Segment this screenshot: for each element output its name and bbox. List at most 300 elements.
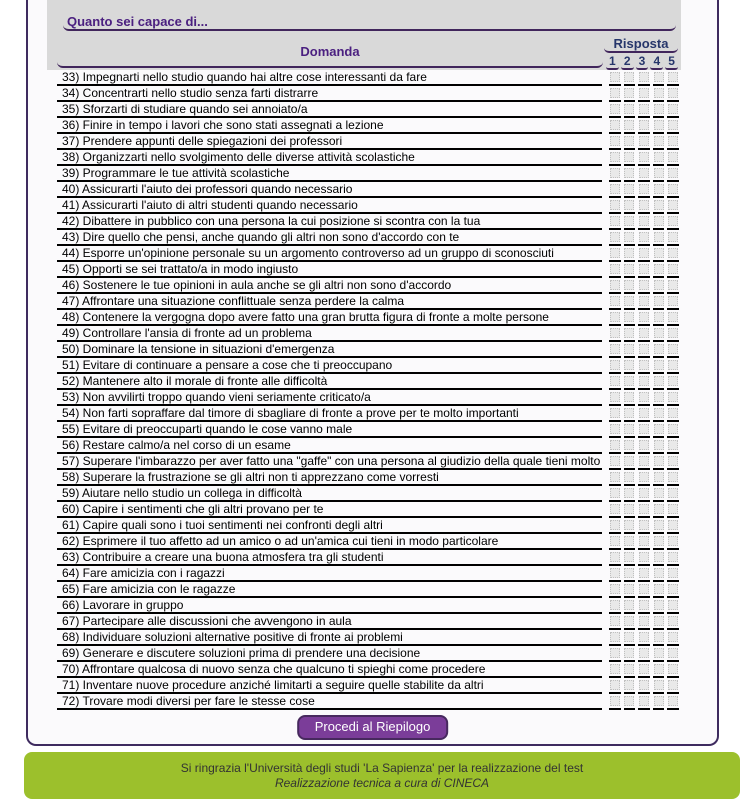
answer-radio-5[interactable]: [668, 328, 678, 338]
answer-cell-2[interactable]: [624, 358, 636, 374]
answer-cell-2[interactable]: [624, 70, 636, 86]
answer-radio-3[interactable]: [639, 88, 649, 98]
answer-radio-3[interactable]: [639, 584, 649, 594]
answer-cell-1[interactable]: [609, 550, 621, 566]
answer-cell-2[interactable]: [624, 134, 636, 150]
answer-cell-4[interactable]: [653, 246, 665, 262]
answer-radio-4[interactable]: [654, 344, 664, 354]
answer-radio-1[interactable]: [610, 472, 620, 482]
answer-cell-3[interactable]: [638, 422, 650, 438]
answer-radio-4[interactable]: [654, 504, 664, 514]
answer-radio-3[interactable]: [639, 392, 649, 402]
answer-cell-5[interactable]: [667, 70, 679, 86]
answer-radio-5[interactable]: [668, 520, 678, 530]
answer-radio-2[interactable]: [624, 152, 634, 162]
answer-cell-2[interactable]: [624, 166, 636, 182]
answer-cell-5[interactable]: [667, 86, 679, 102]
answer-cell-1[interactable]: [609, 86, 621, 102]
answer-cell-2[interactable]: [624, 566, 636, 582]
answer-cell-1[interactable]: [609, 374, 621, 390]
answer-cell-2[interactable]: [624, 390, 636, 406]
answer-cell-4[interactable]: [653, 582, 665, 598]
answer-cell-2[interactable]: [624, 646, 636, 662]
answer-radio-5[interactable]: [668, 168, 678, 178]
answer-cell-1[interactable]: [609, 230, 621, 246]
answer-radio-4[interactable]: [654, 520, 664, 530]
answer-radio-5[interactable]: [668, 72, 678, 82]
answer-radio-2[interactable]: [624, 104, 634, 114]
answer-radio-2[interactable]: [624, 184, 634, 194]
answer-radio-5[interactable]: [668, 200, 678, 210]
answer-radio-3[interactable]: [639, 328, 649, 338]
answer-cell-3[interactable]: [638, 694, 650, 710]
answer-radio-2[interactable]: [624, 232, 634, 242]
answer-cell-1[interactable]: [609, 614, 621, 630]
answer-radio-5[interactable]: [668, 568, 678, 578]
answer-radio-4[interactable]: [654, 440, 664, 450]
answer-cell-2[interactable]: [624, 502, 636, 518]
answer-cell-2[interactable]: [624, 86, 636, 102]
answer-radio-5[interactable]: [668, 440, 678, 450]
answer-radio-4[interactable]: [654, 168, 664, 178]
answer-cell-5[interactable]: [667, 182, 679, 198]
answer-radio-4[interactable]: [654, 600, 664, 610]
answer-radio-1[interactable]: [610, 360, 620, 370]
answer-cell-5[interactable]: [667, 486, 679, 502]
answer-cell-2[interactable]: [624, 310, 636, 326]
answer-radio-4[interactable]: [654, 648, 664, 658]
answer-cell-4[interactable]: [653, 118, 665, 134]
answer-cell-2[interactable]: [624, 550, 636, 566]
answer-cell-5[interactable]: [667, 470, 679, 486]
answer-radio-5[interactable]: [668, 216, 678, 226]
answer-radio-5[interactable]: [668, 344, 678, 354]
answer-radio-5[interactable]: [668, 184, 678, 194]
answer-radio-1[interactable]: [610, 616, 620, 626]
answer-radio-4[interactable]: [654, 88, 664, 98]
answer-cell-2[interactable]: [624, 630, 636, 646]
answer-radio-1[interactable]: [610, 376, 620, 386]
answer-cell-4[interactable]: [653, 534, 665, 550]
answer-cell-4[interactable]: [653, 310, 665, 326]
answer-cell-4[interactable]: [653, 182, 665, 198]
answer-cell-2[interactable]: [624, 582, 636, 598]
answer-radio-5[interactable]: [668, 120, 678, 130]
answer-radio-5[interactable]: [668, 648, 678, 658]
answer-radio-4[interactable]: [654, 296, 664, 306]
answer-cell-1[interactable]: [609, 118, 621, 134]
answer-cell-3[interactable]: [638, 598, 650, 614]
answer-radio-2[interactable]: [624, 360, 634, 370]
answer-radio-3[interactable]: [639, 472, 649, 482]
answer-radio-4[interactable]: [654, 200, 664, 210]
answer-radio-5[interactable]: [668, 248, 678, 258]
answer-radio-1[interactable]: [610, 456, 620, 466]
answer-cell-1[interactable]: [609, 454, 621, 470]
answer-radio-3[interactable]: [639, 264, 649, 274]
answer-cell-2[interactable]: [624, 198, 636, 214]
answer-radio-4[interactable]: [654, 696, 664, 706]
answer-radio-3[interactable]: [639, 552, 649, 562]
answer-radio-2[interactable]: [624, 168, 634, 178]
answer-radio-1[interactable]: [610, 696, 620, 706]
answer-cell-3[interactable]: [638, 86, 650, 102]
answer-cell-4[interactable]: [653, 198, 665, 214]
answer-cell-5[interactable]: [667, 454, 679, 470]
answer-cell-3[interactable]: [638, 342, 650, 358]
answer-radio-1[interactable]: [610, 216, 620, 226]
answer-radio-1[interactable]: [610, 152, 620, 162]
answer-cell-4[interactable]: [653, 486, 665, 502]
answer-radio-4[interactable]: [654, 360, 664, 370]
answer-cell-1[interactable]: [609, 694, 621, 710]
answer-radio-4[interactable]: [654, 616, 664, 626]
answer-cell-5[interactable]: [667, 118, 679, 134]
answer-cell-1[interactable]: [609, 70, 621, 86]
answer-radio-2[interactable]: [624, 568, 634, 578]
answer-radio-2[interactable]: [624, 296, 634, 306]
answer-radio-1[interactable]: [610, 440, 620, 450]
answer-radio-3[interactable]: [639, 248, 649, 258]
answer-cell-3[interactable]: [638, 390, 650, 406]
answer-radio-3[interactable]: [639, 632, 649, 642]
answer-cell-5[interactable]: [667, 150, 679, 166]
answer-radio-4[interactable]: [654, 536, 664, 546]
answer-radio-2[interactable]: [624, 344, 634, 354]
answer-radio-1[interactable]: [610, 568, 620, 578]
answer-radio-2[interactable]: [624, 552, 634, 562]
answer-radio-2[interactable]: [624, 632, 634, 642]
answer-radio-4[interactable]: [654, 424, 664, 434]
answer-radio-4[interactable]: [654, 232, 664, 242]
answer-cell-1[interactable]: [609, 598, 621, 614]
answer-radio-2[interactable]: [624, 600, 634, 610]
answer-radio-2[interactable]: [624, 312, 634, 322]
answer-cell-3[interactable]: [638, 102, 650, 118]
answer-cell-2[interactable]: [624, 118, 636, 134]
answer-radio-3[interactable]: [639, 664, 649, 674]
answer-radio-5[interactable]: [668, 696, 678, 706]
answer-cell-1[interactable]: [609, 438, 621, 454]
answer-cell-5[interactable]: [667, 438, 679, 454]
answer-radio-1[interactable]: [610, 520, 620, 530]
answer-cell-3[interactable]: [638, 214, 650, 230]
answer-radio-2[interactable]: [624, 472, 634, 482]
answer-radio-4[interactable]: [654, 680, 664, 690]
answer-cell-3[interactable]: [638, 454, 650, 470]
answer-radio-1[interactable]: [610, 136, 620, 146]
answer-radio-5[interactable]: [668, 280, 678, 290]
answer-radio-3[interactable]: [639, 376, 649, 386]
answer-cell-2[interactable]: [624, 150, 636, 166]
answer-cell-2[interactable]: [624, 486, 636, 502]
answer-cell-3[interactable]: [638, 614, 650, 630]
answer-cell-3[interactable]: [638, 150, 650, 166]
answer-cell-4[interactable]: [653, 230, 665, 246]
answer-radio-1[interactable]: [610, 536, 620, 546]
answer-cell-1[interactable]: [609, 390, 621, 406]
answer-cell-5[interactable]: [667, 134, 679, 150]
answer-cell-2[interactable]: [624, 406, 636, 422]
answer-cell-4[interactable]: [653, 166, 665, 182]
answer-radio-3[interactable]: [639, 520, 649, 530]
answer-cell-5[interactable]: [667, 310, 679, 326]
answer-cell-4[interactable]: [653, 390, 665, 406]
answer-cell-1[interactable]: [609, 134, 621, 150]
answer-cell-4[interactable]: [653, 326, 665, 342]
answer-cell-5[interactable]: [667, 278, 679, 294]
answer-cell-2[interactable]: [624, 182, 636, 198]
answer-radio-1[interactable]: [610, 72, 620, 82]
answer-radio-4[interactable]: [654, 136, 664, 146]
answer-cell-2[interactable]: [624, 278, 636, 294]
answer-radio-1[interactable]: [610, 328, 620, 338]
answer-cell-5[interactable]: [667, 518, 679, 534]
answer-cell-3[interactable]: [638, 310, 650, 326]
answer-cell-4[interactable]: [653, 662, 665, 678]
answer-radio-4[interactable]: [654, 568, 664, 578]
answer-cell-3[interactable]: [638, 662, 650, 678]
answer-cell-4[interactable]: [653, 134, 665, 150]
answer-radio-3[interactable]: [639, 536, 649, 546]
answer-cell-3[interactable]: [638, 470, 650, 486]
answer-radio-5[interactable]: [668, 456, 678, 466]
answer-radio-2[interactable]: [624, 408, 634, 418]
answer-radio-5[interactable]: [668, 488, 678, 498]
answer-cell-4[interactable]: [653, 678, 665, 694]
answer-cell-4[interactable]: [653, 438, 665, 454]
answer-cell-4[interactable]: [653, 406, 665, 422]
answer-cell-2[interactable]: [624, 438, 636, 454]
answer-radio-4[interactable]: [654, 248, 664, 258]
answer-radio-4[interactable]: [654, 632, 664, 642]
answer-radio-2[interactable]: [624, 392, 634, 402]
answer-radio-3[interactable]: [639, 504, 649, 514]
answer-radio-2[interactable]: [624, 680, 634, 690]
answer-radio-4[interactable]: [654, 120, 664, 130]
answer-cell-2[interactable]: [624, 598, 636, 614]
answer-cell-1[interactable]: [609, 166, 621, 182]
answer-radio-1[interactable]: [610, 392, 620, 402]
answer-cell-1[interactable]: [609, 422, 621, 438]
answer-radio-4[interactable]: [654, 216, 664, 226]
answer-cell-3[interactable]: [638, 326, 650, 342]
answer-cell-5[interactable]: [667, 502, 679, 518]
answer-cell-4[interactable]: [653, 630, 665, 646]
answer-radio-1[interactable]: [610, 184, 620, 194]
answer-radio-3[interactable]: [639, 232, 649, 242]
answer-cell-5[interactable]: [667, 326, 679, 342]
answer-radio-5[interactable]: [668, 632, 678, 642]
answer-radio-2[interactable]: [624, 440, 634, 450]
answer-radio-1[interactable]: [610, 248, 620, 258]
answer-radio-2[interactable]: [624, 280, 634, 290]
answer-radio-1[interactable]: [610, 120, 620, 130]
answer-radio-4[interactable]: [654, 456, 664, 466]
answer-radio-3[interactable]: [639, 200, 649, 210]
answer-cell-4[interactable]: [653, 86, 665, 102]
answer-cell-1[interactable]: [609, 566, 621, 582]
answer-radio-1[interactable]: [610, 88, 620, 98]
answer-radio-2[interactable]: [624, 424, 634, 434]
answer-cell-5[interactable]: [667, 198, 679, 214]
answer-cell-3[interactable]: [638, 438, 650, 454]
answer-cell-4[interactable]: [653, 294, 665, 310]
answer-radio-2[interactable]: [624, 696, 634, 706]
answer-cell-5[interactable]: [667, 358, 679, 374]
answer-cell-1[interactable]: [609, 182, 621, 198]
answer-cell-4[interactable]: [653, 502, 665, 518]
answer-radio-5[interactable]: [668, 296, 678, 306]
answer-radio-1[interactable]: [610, 232, 620, 242]
answer-cell-1[interactable]: [609, 246, 621, 262]
answer-cell-2[interactable]: [624, 342, 636, 358]
answer-cell-1[interactable]: [609, 326, 621, 342]
answer-cell-2[interactable]: [624, 662, 636, 678]
answer-radio-4[interactable]: [654, 664, 664, 674]
answer-cell-4[interactable]: [653, 102, 665, 118]
answer-cell-2[interactable]: [624, 326, 636, 342]
answer-cell-3[interactable]: [638, 166, 650, 182]
answer-cell-4[interactable]: [653, 70, 665, 86]
answer-cell-3[interactable]: [638, 198, 650, 214]
answer-radio-3[interactable]: [639, 696, 649, 706]
answer-cell-4[interactable]: [653, 646, 665, 662]
answer-cell-2[interactable]: [624, 470, 636, 486]
answer-radio-3[interactable]: [639, 680, 649, 690]
answer-cell-4[interactable]: [653, 694, 665, 710]
answer-cell-4[interactable]: [653, 598, 665, 614]
answer-cell-5[interactable]: [667, 534, 679, 550]
answer-radio-5[interactable]: [668, 472, 678, 482]
answer-radio-5[interactable]: [668, 424, 678, 434]
answer-cell-1[interactable]: [609, 534, 621, 550]
answer-radio-1[interactable]: [610, 296, 620, 306]
answer-radio-3[interactable]: [639, 568, 649, 578]
answer-cell-3[interactable]: [638, 262, 650, 278]
answer-cell-4[interactable]: [653, 614, 665, 630]
answer-cell-5[interactable]: [667, 550, 679, 566]
answer-cell-1[interactable]: [609, 278, 621, 294]
answer-radio-2[interactable]: [624, 88, 634, 98]
answer-radio-2[interactable]: [624, 504, 634, 514]
answer-cell-4[interactable]: [653, 566, 665, 582]
answer-radio-2[interactable]: [624, 216, 634, 226]
answer-cell-2[interactable]: [624, 102, 636, 118]
answer-radio-1[interactable]: [610, 312, 620, 322]
answer-cell-3[interactable]: [638, 278, 650, 294]
answer-cell-5[interactable]: [667, 230, 679, 246]
answer-cell-1[interactable]: [609, 502, 621, 518]
answer-radio-3[interactable]: [639, 488, 649, 498]
answer-cell-1[interactable]: [609, 294, 621, 310]
answer-radio-5[interactable]: [668, 104, 678, 114]
answer-radio-1[interactable]: [610, 408, 620, 418]
answer-radio-1[interactable]: [610, 488, 620, 498]
answer-radio-2[interactable]: [624, 520, 634, 530]
answer-cell-2[interactable]: [624, 230, 636, 246]
answer-radio-3[interactable]: [639, 616, 649, 626]
answer-cell-5[interactable]: [667, 598, 679, 614]
answer-radio-5[interactable]: [668, 392, 678, 402]
answer-radio-1[interactable]: [610, 280, 620, 290]
answer-cell-2[interactable]: [624, 374, 636, 390]
answer-radio-4[interactable]: [654, 408, 664, 418]
answer-cell-3[interactable]: [638, 502, 650, 518]
answer-cell-1[interactable]: [609, 486, 621, 502]
proceed-to-summary-button[interactable]: Procedi al Riepilogo: [297, 715, 449, 740]
answer-radio-1[interactable]: [610, 648, 620, 658]
answer-cell-4[interactable]: [653, 518, 665, 534]
answer-radio-5[interactable]: [668, 616, 678, 626]
answer-cell-2[interactable]: [624, 678, 636, 694]
answer-radio-1[interactable]: [610, 600, 620, 610]
answer-radio-4[interactable]: [654, 104, 664, 114]
answer-cell-2[interactable]: [624, 614, 636, 630]
answer-cell-3[interactable]: [638, 550, 650, 566]
answer-cell-3[interactable]: [638, 518, 650, 534]
answer-radio-4[interactable]: [654, 488, 664, 498]
answer-cell-3[interactable]: [638, 118, 650, 134]
answer-radio-3[interactable]: [639, 152, 649, 162]
answer-cell-3[interactable]: [638, 646, 650, 662]
answer-cell-2[interactable]: [624, 214, 636, 230]
answer-radio-5[interactable]: [668, 536, 678, 546]
answer-radio-2[interactable]: [624, 488, 634, 498]
answer-radio-2[interactable]: [624, 616, 634, 626]
answer-radio-1[interactable]: [610, 200, 620, 210]
answer-cell-1[interactable]: [609, 646, 621, 662]
answer-radio-2[interactable]: [624, 200, 634, 210]
answer-cell-5[interactable]: [667, 566, 679, 582]
answer-cell-2[interactable]: [624, 262, 636, 278]
answer-radio-1[interactable]: [610, 632, 620, 642]
answer-cell-1[interactable]: [609, 102, 621, 118]
answer-radio-3[interactable]: [639, 360, 649, 370]
answer-radio-3[interactable]: [639, 424, 649, 434]
answer-cell-2[interactable]: [624, 534, 636, 550]
answer-cell-5[interactable]: [667, 214, 679, 230]
answer-radio-4[interactable]: [654, 264, 664, 274]
answer-radio-3[interactable]: [639, 296, 649, 306]
answer-radio-4[interactable]: [654, 152, 664, 162]
answer-radio-2[interactable]: [624, 248, 634, 258]
answer-cell-4[interactable]: [653, 278, 665, 294]
answer-cell-4[interactable]: [653, 358, 665, 374]
answer-cell-5[interactable]: [667, 374, 679, 390]
answer-radio-5[interactable]: [668, 552, 678, 562]
answer-cell-2[interactable]: [624, 246, 636, 262]
answer-radio-3[interactable]: [639, 408, 649, 418]
answer-cell-5[interactable]: [667, 166, 679, 182]
answer-radio-4[interactable]: [654, 312, 664, 322]
answer-cell-3[interactable]: [638, 70, 650, 86]
answer-cell-3[interactable]: [638, 134, 650, 150]
answer-cell-5[interactable]: [667, 630, 679, 646]
answer-radio-2[interactable]: [624, 648, 634, 658]
answer-radio-4[interactable]: [654, 552, 664, 562]
answer-radio-2[interactable]: [624, 120, 634, 130]
answer-cell-1[interactable]: [609, 678, 621, 694]
answer-radio-4[interactable]: [654, 472, 664, 482]
answer-cell-5[interactable]: [667, 422, 679, 438]
answer-cell-4[interactable]: [653, 214, 665, 230]
answer-radio-5[interactable]: [668, 88, 678, 98]
answer-radio-3[interactable]: [639, 312, 649, 322]
answer-radio-5[interactable]: [668, 152, 678, 162]
answer-radio-4[interactable]: [654, 280, 664, 290]
answer-radio-2[interactable]: [624, 664, 634, 674]
